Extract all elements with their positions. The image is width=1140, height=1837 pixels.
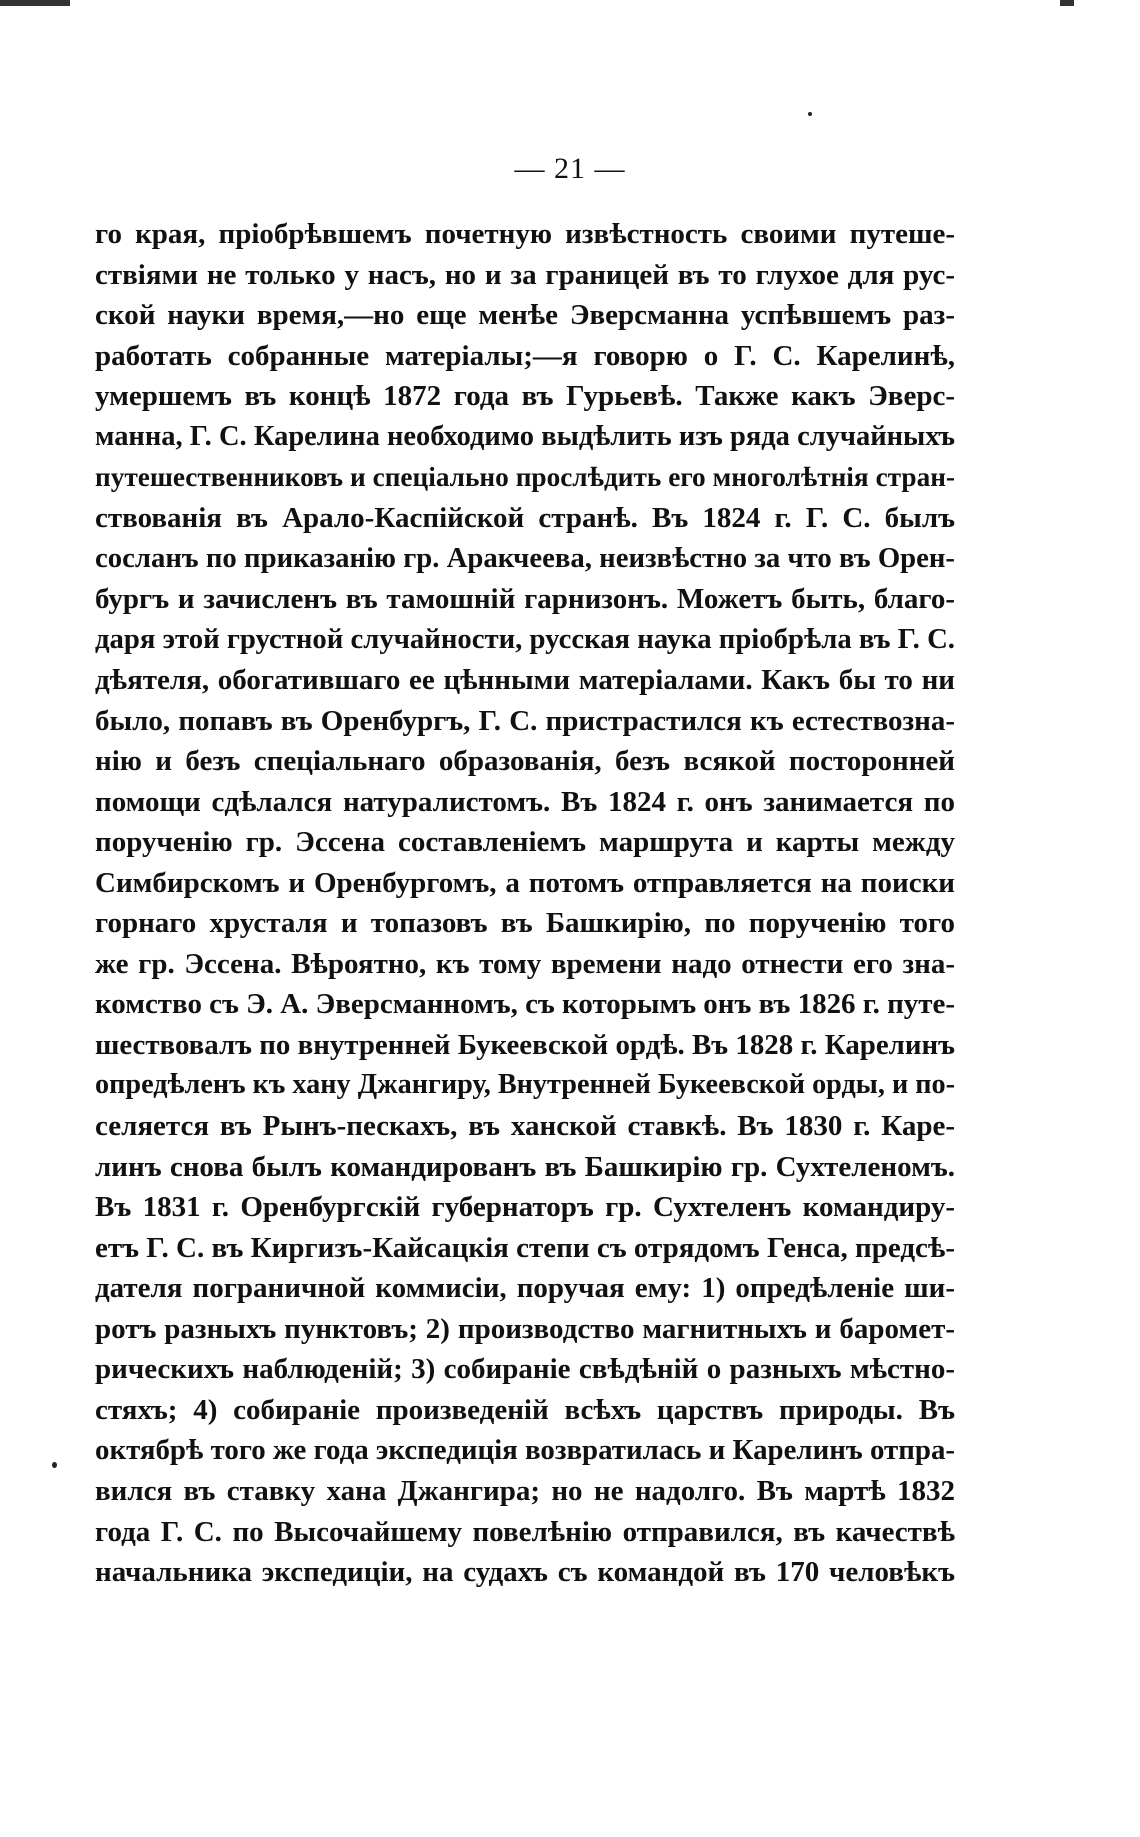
- text-line: октябрѣ того же года экспедиція возвратилась и Карелинъ отпра-: [95, 1434, 955, 1467]
- text-line: дѣятеля, обогатившаго ее цѣнными матеріалами. Какъ бы то ни: [95, 664, 955, 697]
- text-line: манна, Г. С. Карелина необходимо выдѣлить изъ ряда случайныхъ: [95, 420, 955, 452]
- text-line: Симбирскомъ и Оренбургомъ, а потомъ отправляется на поиски: [95, 866, 955, 899]
- text-line: етъ Г. С. въ Киргизъ-Кайсацкія степи съ отрядомъ Генса, предсѣ-: [95, 1231, 955, 1264]
- text-line: шествовалъ по внутренней Букеевской ордѣ. Въ 1828 г. Карелинъ: [95, 1028, 955, 1061]
- text-line: селяется въ Рынъ-пескахъ, въ ханской ставкѣ. Въ 1830 г. Каре-: [95, 1110, 955, 1143]
- text-line: линъ снова былъ командированъ въ Башкирію гр. Сухтеленомъ.: [95, 1150, 955, 1183]
- text-line: было, попавъ въ Оренбургъ, Г. С. пристрастился къ естествозна-: [95, 704, 955, 737]
- text-line: ротъ разныхъ пунктовъ; 2) производство магнитныхъ и баромет-: [95, 1312, 955, 1345]
- text-line: Въ 1831 г. Оренбургскій губернаторъ гр. Сухтеленъ командиру-: [95, 1191, 955, 1224]
- scan-edge-mark: [0, 0, 70, 6]
- text-line: порученію гр. Эссена составленіемъ маршрута и карты между: [95, 826, 955, 859]
- text-line: ской науки время,—но еще менѣе Эверсманна успѣвшемъ раз-: [95, 299, 955, 332]
- text-line: даря этой грустной случайности, русская наука пріобрѣла въ Г. С.: [95, 623, 955, 656]
- text-line: ствіями не только у насъ, но и за границей въ то глухое для рус-: [95, 258, 955, 291]
- text-line: начальника экспедиціи, на судахъ съ командой въ 170 человѣкъ: [95, 1556, 955, 1589]
- scan-speck: [52, 1462, 57, 1468]
- body-text: [95, 214, 955, 1593]
- text-line: путешественниковъ и спеціально прослѣдить его многолѣтнія стран-: [95, 462, 955, 493]
- scan-edge-mark: [1060, 0, 1074, 6]
- text-line: горнаго хрусталя и топазовъ въ Башкирію, по порученію того: [95, 907, 955, 940]
- text-line: стяхъ; 4) собираніе произведеній всѣхъ царствъ природы. Въ: [95, 1393, 955, 1426]
- page-number: — 21 —: [514, 152, 626, 185]
- text-line: рическихъ наблюденій; 3) собираніе свѣдѣній о разныхъ мѣстно-: [95, 1353, 955, 1386]
- text-line: дателя пограничной коммисіи, поручая ему: 1) опредѣленіе ши-: [95, 1272, 955, 1305]
- text-line: ствованія въ Арало-Каспійской странѣ. Въ 1824 г. Г. С. былъ: [95, 501, 955, 534]
- text-line: го края, пріобрѣвшемъ почетную извѣстность своими путеше-: [95, 218, 955, 250]
- scan-speck: [808, 112, 812, 116]
- text-line: сосланъ по приказанію гр. Аракчеева, неизвѣстно за что въ Орен-: [95, 542, 955, 575]
- text-line: работать собранные матеріалы;—я говорю о Г. С. Карелинѣ,: [95, 339, 955, 372]
- text-line: нію и безъ спеціальнаго образованія, безъ всякой посторонней: [95, 745, 955, 778]
- text-line: опредѣленъ къ хану Джангиру, Внутренней Букеевской орды, и по-: [95, 1069, 956, 1101]
- text-line: умершемъ въ концѣ 1872 года въ Гурьевѣ. Также какъ Эверс-: [95, 380, 955, 413]
- text-line: же гр. Эссена. Вѣроятно, къ тому времени надо отнести его зна-: [95, 947, 955, 980]
- text-line: бургъ и зачисленъ въ тамошній гарнизонъ. Можетъ быть, благо-: [95, 582, 955, 615]
- text-line: помощи сдѣлался натуралистомъ. Въ 1824 г. онъ занимается по: [95, 785, 955, 818]
- text-line: года Г. С. по Высочайшему повелѣнію отправился, въ качествѣ: [95, 1515, 955, 1548]
- text-line: комство съ Э. А. Эверсманномъ, съ которымъ онъ въ 1826 г. путе-: [95, 988, 955, 1021]
- text-line: вился въ ставку хана Джангира; но не надолго. Въ мартѣ 1832: [95, 1474, 955, 1507]
